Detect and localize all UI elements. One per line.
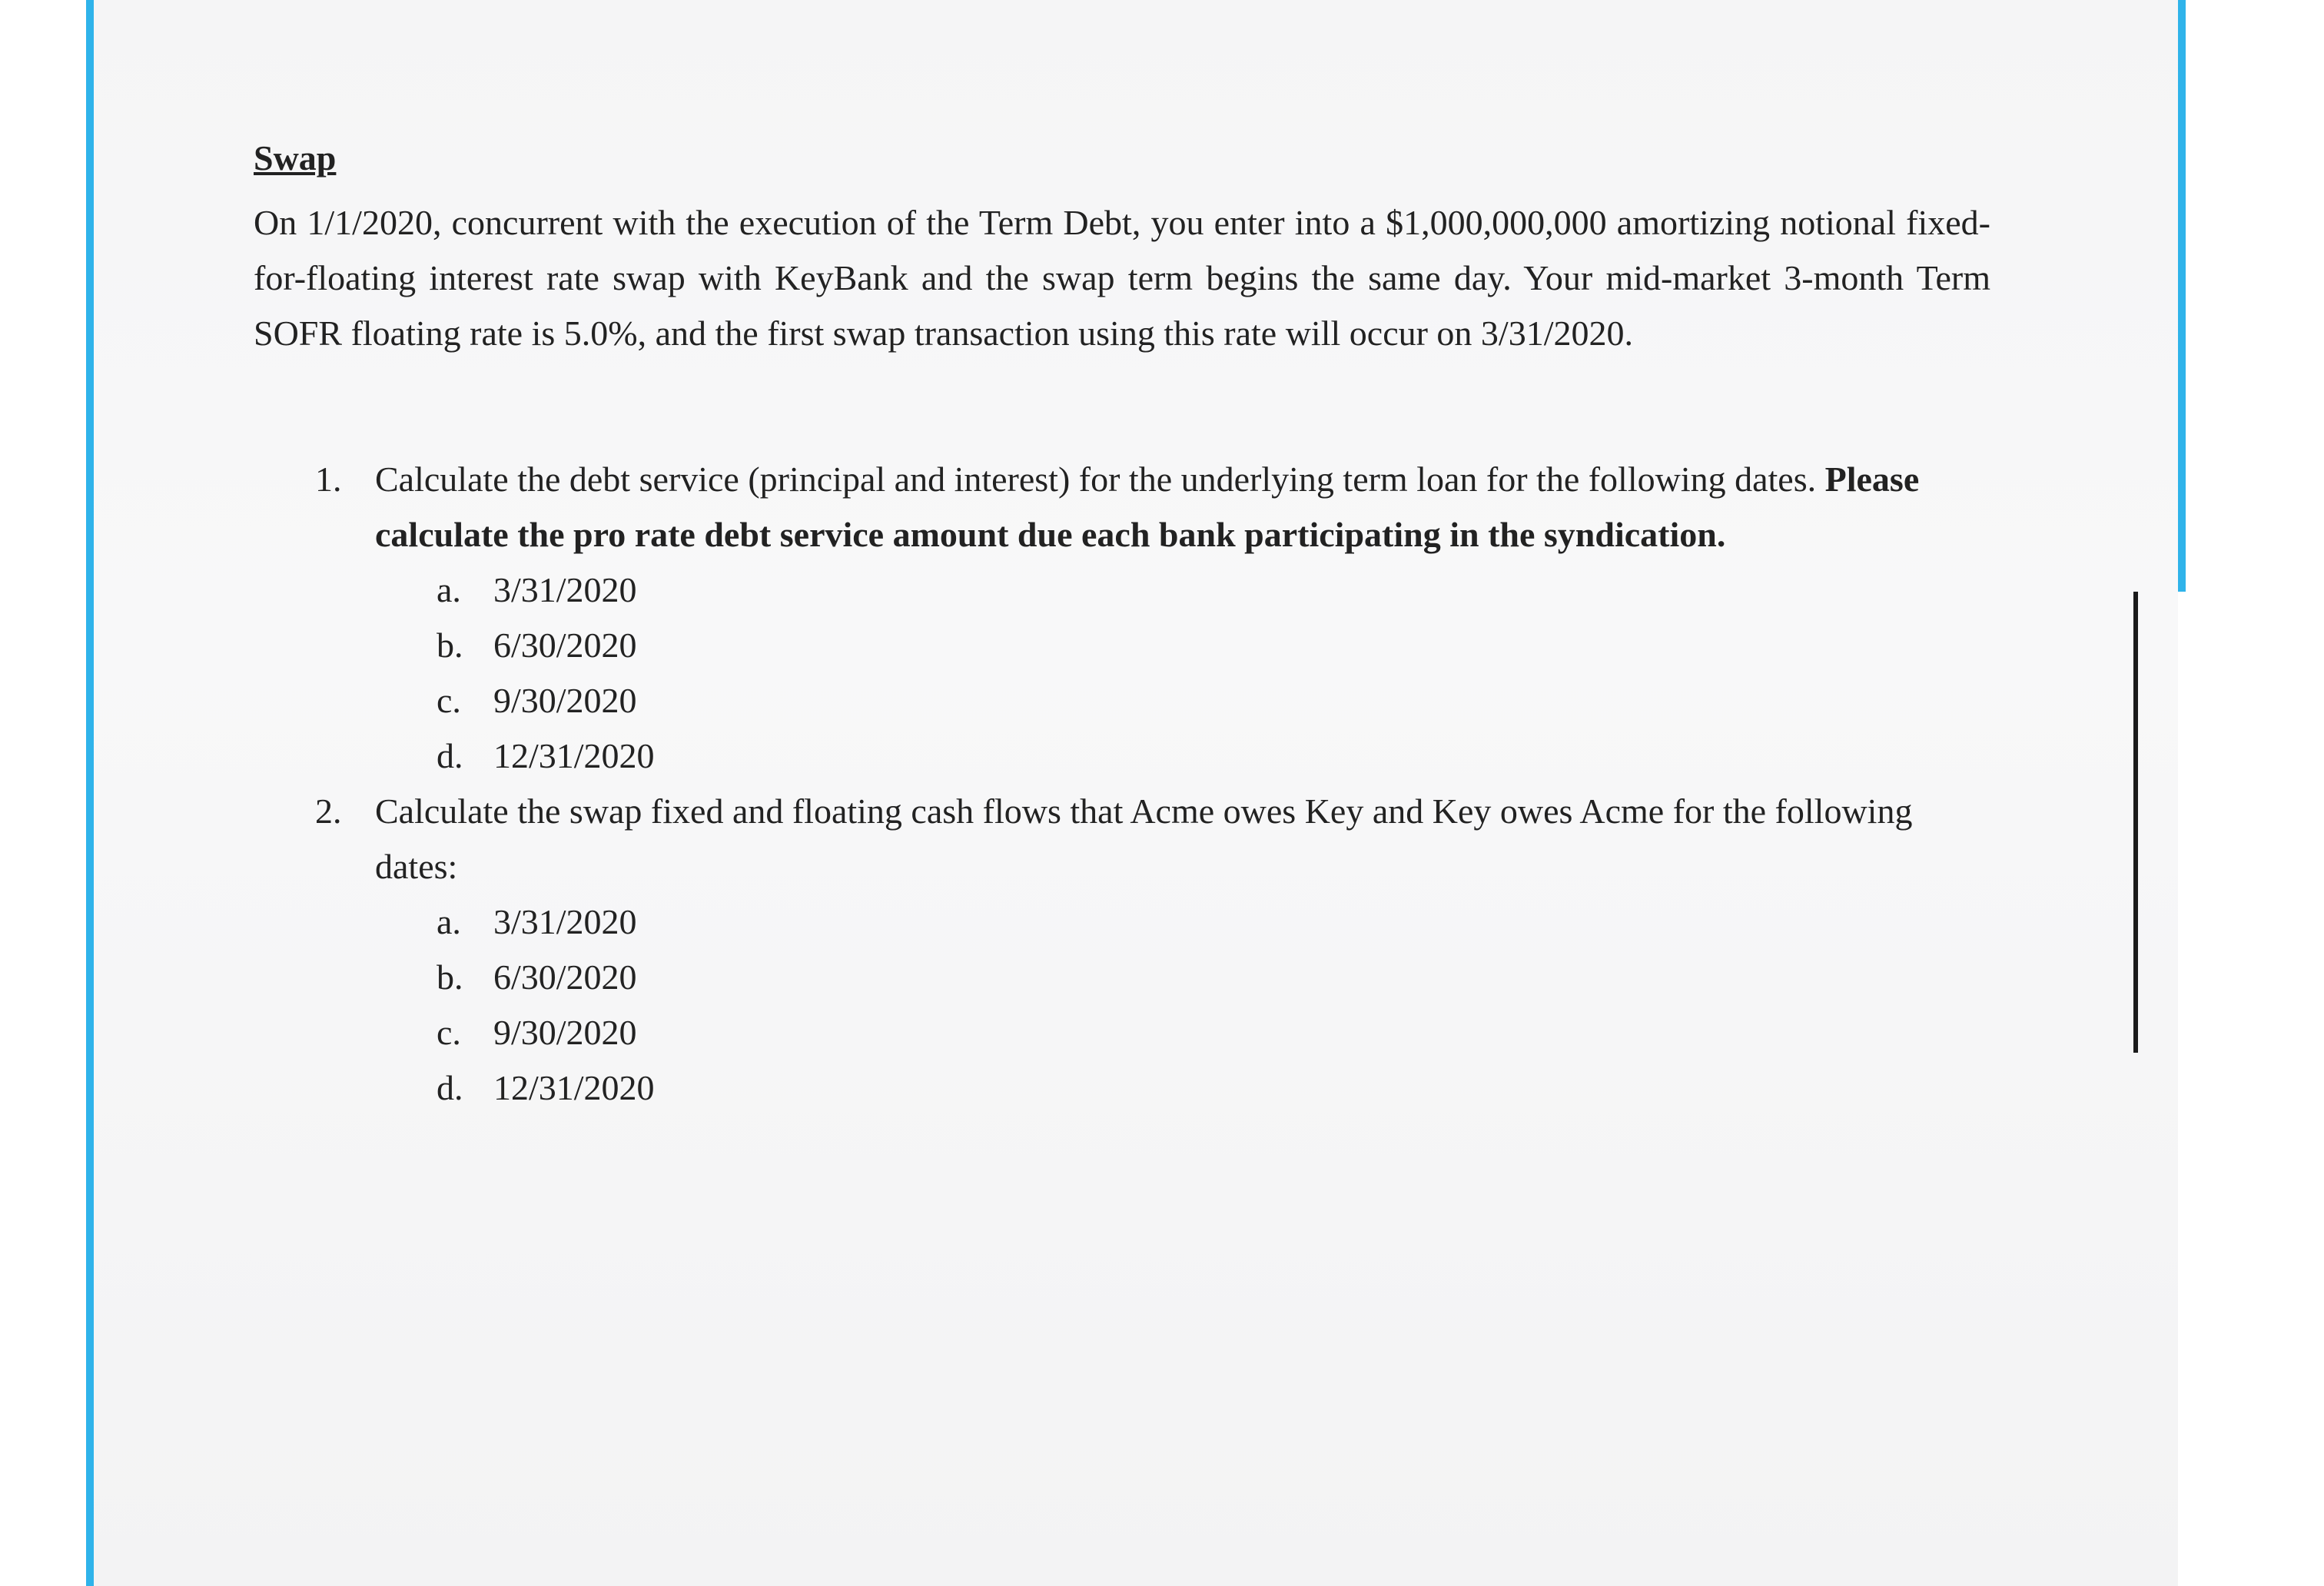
question-number: 2.: [315, 791, 342, 831]
item-letter: b.: [437, 625, 463, 665]
intro-paragraph: On 1/1/2020, concurrent with the execution of the Term Debt, you enter into a $1,000,000,000 amortizing notional fixed-for-floating interest rate swap with KeyBank and the swap term begins the same day. Your mid-market 3-month Term SOFR floating rate is 5.0%, and the first swap transaction using this rate will occur on 3/31/2020.: [254, 203, 1990, 353]
question-2: [254, 784, 2021, 1116]
document-body: [254, 131, 2021, 1116]
right-edge-stripe: [2178, 0, 2186, 592]
question-text-plain: Calculate the debt service (principal and interest) for the underlying term loan for the following dates.: [375, 460, 1825, 499]
item-letter: c.: [437, 1013, 461, 1052]
date-item: [375, 673, 2021, 728]
section-title: Swap: [254, 138, 337, 178]
item-date: 6/30/2020: [493, 625, 637, 665]
item-letter: b.: [437, 957, 463, 997]
question-1: [254, 452, 2021, 784]
item-letter: d.: [437, 1068, 463, 1107]
date-item: [375, 728, 2021, 784]
item-letter: d.: [437, 736, 463, 775]
item-date: 3/31/2020: [493, 902, 637, 941]
date-item: [375, 950, 2021, 1005]
item-date: 9/30/2020: [493, 681, 637, 720]
date-item: [375, 1060, 2021, 1116]
item-letter: c.: [437, 681, 461, 720]
item-date: 12/31/2020: [493, 1068, 655, 1107]
item-letter: a.: [437, 902, 461, 941]
item-date: 6/30/2020: [493, 957, 637, 997]
question-text: [375, 452, 1950, 562]
right-edge-shadow: [2133, 592, 2138, 1053]
left-edge-stripe: [86, 0, 94, 1586]
item-date: 9/30/2020: [493, 1013, 637, 1052]
question-list: [254, 452, 2021, 1116]
question-number: 1.: [315, 460, 342, 499]
item-date: 3/31/2020: [493, 570, 637, 609]
date-list: [375, 562, 2021, 784]
background-right: [2186, 0, 2324, 1586]
date-item: [375, 562, 2021, 618]
date-item: [375, 1005, 2021, 1060]
item-letter: a.: [437, 570, 461, 609]
date-item: [375, 894, 2021, 950]
question-text-bold: Please calculate the pro rate debt service amount due each bank participating in the syndication.: [375, 460, 1920, 554]
item-date: 12/31/2020: [493, 736, 655, 775]
background-left: [0, 0, 86, 1586]
date-list: [375, 894, 2021, 1116]
question-text: [375, 784, 1950, 894]
date-item: [375, 618, 2021, 673]
question-text-plain: Calculate the swap fixed and floating cash flows that Acme owes Key and Key owes Acme for the following dates:: [375, 791, 1913, 886]
